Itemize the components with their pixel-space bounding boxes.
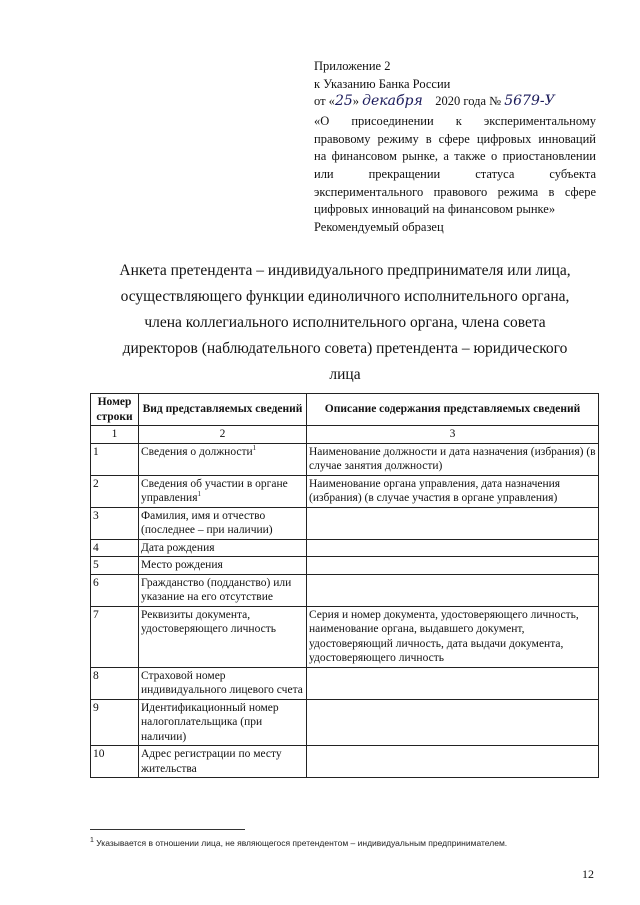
footnote-mark: 1 xyxy=(90,837,94,845)
annex-title-line: экспериментального правового режима в сфере xyxy=(314,184,596,199)
date-year: 2020 года № xyxy=(435,94,502,109)
row-kind-text: Реквизиты документа, удостоверяющего личность xyxy=(141,608,276,635)
row-kind xyxy=(139,667,307,699)
heading-line: директоров (наблюдательного совета) претендента – юридического xyxy=(122,340,568,357)
footnote-ref: 1 xyxy=(252,443,257,452)
row-kind xyxy=(139,606,307,667)
row-description: Наименование должности и дата назначения (избрания) (в случае занятия должности) xyxy=(307,443,599,475)
column-number: 2 xyxy=(139,426,307,444)
table-row xyxy=(91,557,599,575)
heading-line: лица xyxy=(329,366,361,383)
row-kind-text: Место рождения xyxy=(141,559,223,571)
row-number: 4 xyxy=(91,539,139,557)
row-number: 3 xyxy=(91,507,139,539)
table-header-row xyxy=(91,394,599,426)
row-number: 2 xyxy=(91,475,139,507)
row-kind xyxy=(139,557,307,575)
row-kind xyxy=(139,574,307,606)
row-number: 1 xyxy=(91,443,139,475)
footnote-text: Указывается в отношении лица, не являющегося претендентом – индивидуальным предпринимателем. xyxy=(96,838,508,848)
column-number: 3 xyxy=(307,426,599,444)
form-heading xyxy=(110,258,580,388)
table-row xyxy=(91,443,599,475)
row-kind-text: Страховой номер индивидуального лицевого счета xyxy=(141,669,303,696)
table-body xyxy=(91,443,599,778)
header-kind: Вид представляемых сведений xyxy=(139,394,307,426)
row-number: 9 xyxy=(91,699,139,746)
annex-title: Приложение 2 xyxy=(314,59,391,73)
row-kind xyxy=(139,475,307,507)
footnote-divider xyxy=(90,829,245,830)
row-kind-text: Дата рождения xyxy=(141,541,215,554)
row-description xyxy=(307,557,599,575)
row-description xyxy=(307,699,599,746)
table-row xyxy=(91,539,599,557)
row-kind xyxy=(139,746,307,778)
doc-number: 5679-У xyxy=(504,93,555,110)
annex-title-line: или прекращении статуса субъекта xyxy=(314,166,596,181)
footnote xyxy=(90,838,507,848)
row-kind-text: Адрес регистрации по месту жительства xyxy=(141,748,282,775)
page-number: 12 xyxy=(582,867,594,881)
row-number: 8 xyxy=(91,667,139,699)
row-kind-text: Сведения об участии в органе управления xyxy=(141,477,288,504)
heading-line: Анкета претендента – индивидуального предпринимателя или лица, xyxy=(119,262,571,279)
row-kind xyxy=(139,507,307,539)
column-number: 1 xyxy=(91,426,139,444)
header-description: Описание содержания представляемых сведений xyxy=(307,394,599,426)
annex-title-line: на финансовом рынке, а также о приостановлении xyxy=(314,149,596,164)
row-kind-text: Сведения о должности xyxy=(141,445,253,458)
row-kind xyxy=(139,699,307,746)
row-kind-text: Гражданство (подданство) или указание на его отсутствие xyxy=(141,576,292,603)
table-row xyxy=(91,606,599,667)
row-description: Наименование органа управления, дата назначения (избрания) (в случае участия в органе управления) xyxy=(307,475,599,507)
date-day: 25 xyxy=(334,93,353,110)
sample-label: Рекомендуемый образец xyxy=(314,219,444,234)
header-row-number: Номер строки xyxy=(91,394,139,426)
annex-date-line xyxy=(314,93,596,113)
annex-title-line: цифровых инноваций на финансовом рынке» xyxy=(314,202,556,217)
date-prefix: от « xyxy=(314,94,335,109)
row-description xyxy=(307,507,599,539)
annex-title-line: правовому режиму в сфере цифровых инноваций xyxy=(314,131,596,146)
row-description xyxy=(307,539,599,557)
table-row xyxy=(91,507,599,539)
row-description: Серия и номер документа, удостоверяющего личность, наименование органа, выдавшего документ, удостоверяющий личность, дата выдачи документа, удостоверяющего личность xyxy=(307,606,599,667)
questionnaire-table xyxy=(90,393,599,778)
row-number: 5 xyxy=(91,557,139,575)
annex-reference: к Указанию Банка России xyxy=(314,76,451,91)
table-row xyxy=(91,475,599,507)
row-kind xyxy=(139,443,307,475)
table-row xyxy=(91,667,599,699)
row-description xyxy=(307,667,599,699)
row-number: 10 xyxy=(91,746,139,778)
heading-line: осуществляющего функции единоличного исполнительного органа, xyxy=(120,288,570,305)
row-description xyxy=(307,574,599,606)
annex-header xyxy=(314,58,596,236)
column-number-row xyxy=(91,426,599,444)
row-kind-text: Идентификационный номер налогоплательщика (при наличии) xyxy=(141,701,279,743)
row-number: 6 xyxy=(91,574,139,606)
table-row xyxy=(91,746,599,778)
row-kind xyxy=(139,539,307,557)
date-month: декабря xyxy=(362,93,423,110)
row-kind-text: Фамилия, имя и отчество (последнее – при наличии) xyxy=(141,509,273,536)
footnote-ref: 1 xyxy=(197,490,201,499)
row-description xyxy=(307,746,599,778)
heading-line: члена коллегиального исполнительного органа, члена совета xyxy=(144,314,546,331)
annex-title-line: «О присоединении к экспериментальному xyxy=(314,114,596,129)
table-row xyxy=(91,699,599,746)
row-number: 7 xyxy=(91,606,139,667)
date-mid: » xyxy=(352,94,360,109)
table-row xyxy=(91,574,599,606)
